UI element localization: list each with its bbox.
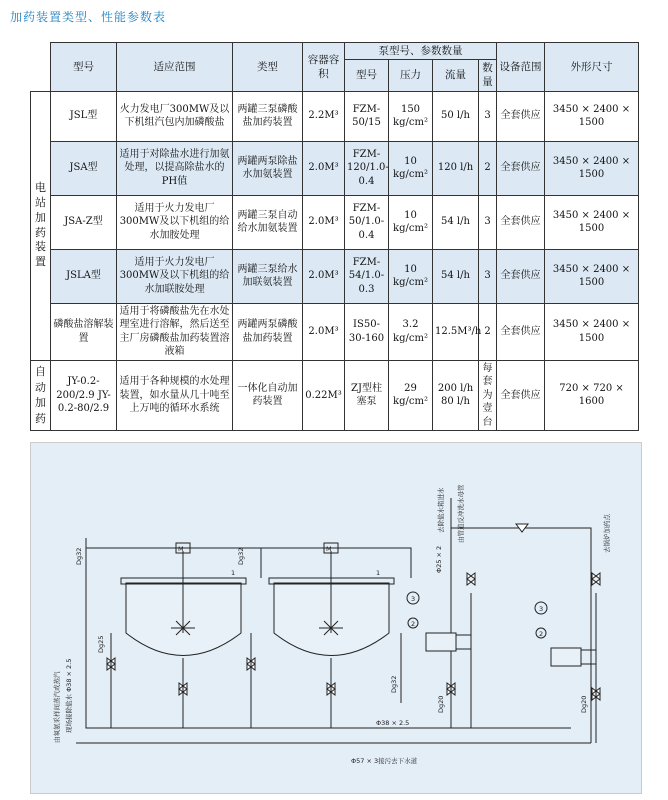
spec-table	[30, 42, 639, 431]
cell-scope: 适用于火力发电厂300MW及以下机组的给水加联胺处理	[117, 249, 233, 303]
cell-size: 3450 × 2400 × 1500	[545, 141, 639, 195]
cell-pump: FZM-120/1.0-0.4	[345, 141, 389, 195]
cell-pressure: 3.2 kg/cm²	[389, 303, 433, 360]
col-type: 类型	[233, 43, 303, 92]
table-row	[31, 91, 639, 141]
table-header-row	[31, 43, 639, 60]
cell-volume: 2.0M³	[303, 249, 345, 303]
cell-type: 两罐两泵磷酸盐加药装置	[233, 303, 303, 360]
cell-pump: ZJ型柱塞泵	[345, 360, 389, 431]
process-diagram-svg	[31, 443, 641, 793]
cell-type: 两罐三泵自动给水加氨装置	[233, 195, 303, 249]
col-pressure: 压力	[389, 60, 433, 91]
cell-size: 3450 × 2400 × 1500	[545, 91, 639, 141]
cell-pressure: 29 kg/cm²	[389, 360, 433, 431]
pipe-label-2: Φ38 × 2.5	[376, 719, 410, 727]
label-dg25-left: Dg25	[97, 635, 105, 653]
table-row	[31, 360, 639, 431]
col-volume: 容器容积	[303, 43, 345, 92]
note-right-2: 去锅炉加药点	[603, 514, 611, 553]
cell-pressure: 10 kg/cm²	[389, 195, 433, 249]
table-row	[31, 195, 639, 249]
cell-size: 3450 × 2400 × 1500	[545, 303, 639, 360]
cell-flow: 54 l/h	[433, 195, 479, 249]
col-qty: 数量	[479, 60, 497, 91]
motor-label-2: M	[326, 545, 332, 553]
cell-type: 两罐三泵给水加联氨装置	[233, 249, 303, 303]
pipe-label-3: Φ57 × 3接污去下水道	[351, 757, 418, 765]
cell-qty: 3	[479, 91, 497, 141]
cell-volume: 0.22M³	[303, 360, 345, 431]
pump-2	[535, 602, 596, 666]
tank-2	[269, 543, 394, 656]
cell-pump: FZM-50/1.0-0.4	[345, 195, 389, 249]
cell-supply: 全套供应	[497, 91, 545, 141]
cell-flow: 200 l/h 80 l/h	[433, 360, 479, 431]
col-pump-model: 型号	[345, 60, 389, 91]
label-dg20-2: Dg20	[580, 695, 588, 713]
cell-size: 720 × 720 × 1600	[545, 360, 639, 431]
cell-qty: 2	[479, 303, 497, 360]
label-dg32-left: Dg32	[75, 547, 83, 565]
cell-flow: 120 l/h	[433, 141, 479, 195]
cell-supply: 全套供应	[497, 249, 545, 303]
cell-type: 两罐三泵磷酸盐加药装置	[233, 91, 303, 141]
cell-model: JY-0.2-200/2.9 JY-0.2-80/2.9	[51, 360, 117, 431]
cell-flow: 50 l/h	[433, 91, 479, 141]
callout-2a: 2	[411, 620, 416, 628]
col-size: 外形尺寸	[545, 43, 639, 92]
cell-supply: 全套供应	[497, 303, 545, 360]
cell-model: JSA-Z型	[51, 195, 117, 249]
cell-pump: FZM-50/15	[345, 91, 389, 141]
label-dg20-1: Dg20	[437, 695, 445, 713]
cell-volume: 2.2M³	[303, 91, 345, 141]
table-row	[31, 303, 639, 360]
cell-type: 一体化自动加药装置	[233, 360, 303, 431]
cell-pressure: 10 kg/cm²	[389, 141, 433, 195]
cell-supply: 全套供应	[497, 360, 545, 431]
cell-qty: 每套为壹台	[479, 360, 497, 431]
note-right-1: 去除盐水箱进水	[437, 487, 445, 533]
callout-2b: 2	[539, 630, 544, 638]
cell-scope: 适用于各种规模的水处理装置，如水量从几十吨至上万吨的循环水系统	[117, 360, 233, 431]
cell-flow: 12.5M³/h	[433, 303, 479, 360]
cell-supply: 全套供应	[497, 141, 545, 195]
cell-volume: 2.0M³	[303, 141, 345, 195]
callout-1a: 1	[231, 569, 236, 577]
cell-model: JSA型	[51, 141, 117, 195]
callout-3b: 3	[539, 605, 544, 613]
label-dg32-mid: Dg32	[237, 547, 245, 565]
note-left-2: 由氧氨采样间蒸汽或蒸汽	[53, 671, 61, 743]
tank-1	[121, 543, 246, 656]
cell-pump: IS50-30-160	[345, 303, 389, 360]
cell-pump: FZM-54/1.0-0.3	[345, 249, 389, 303]
label-dg32-right: Dg32	[390, 675, 398, 693]
cell-pressure: 150 kg/cm²	[389, 91, 433, 141]
pump-1	[407, 592, 471, 651]
cell-scope: 适用于火力发电厂300MW及以下机组的给水加胺处理	[117, 195, 233, 249]
callout-1b: 1	[376, 569, 381, 577]
group-label-auto: 自动加药	[31, 360, 51, 431]
table-row	[31, 141, 639, 195]
cell-supply: 全套供应	[497, 195, 545, 249]
cell-type: 两罐两泵除盐水加氨装置	[233, 141, 303, 195]
note-left-1: 现场接除盐水 Φ38 × 2.5	[65, 658, 73, 733]
page-title: 加药装置类型、性能参数表	[10, 10, 167, 24]
col-supply: 设备范围	[497, 43, 545, 92]
cell-model: 磷酸盐溶解装置	[51, 303, 117, 360]
col-flow: 流量	[433, 60, 479, 91]
col-scope: 适应范围	[117, 43, 233, 92]
cell-qty: 3	[479, 195, 497, 249]
cell-pressure: 10 kg/cm²	[389, 249, 433, 303]
cell-qty: 3	[479, 249, 497, 303]
pipe-label-1: Φ25 × 2	[435, 545, 443, 573]
cell-scope: 火力发电厂300MW及以下机组汽包内加磷酸盐	[117, 91, 233, 141]
cell-volume: 2.0M³	[303, 195, 345, 249]
table-row	[31, 249, 639, 303]
callout-3a: 3	[411, 595, 416, 603]
cell-model: JSL型	[51, 91, 117, 141]
cell-flow: 54 l/h	[433, 249, 479, 303]
cell-model: JSLA型	[51, 249, 117, 303]
cell-size: 3450 × 2400 × 1500	[545, 195, 639, 249]
cell-qty: 2	[479, 141, 497, 195]
cell-size: 3450 × 2400 × 1500	[545, 249, 639, 303]
process-diagram	[30, 442, 642, 794]
cell-scope: 适用于将磷酸盐先在水处理室进行溶解，然后送至主厂房磷酸盐加药装置溶液箱	[117, 303, 233, 360]
col-model: 型号	[51, 43, 117, 92]
cell-volume: 2.0M³	[303, 303, 345, 360]
group-label-power: 电站加药装置	[31, 91, 51, 360]
note-right-3: 由管道反冲洗水母管	[457, 484, 465, 543]
cell-scope: 适用于对除盐水进行加氨处理，以提高除盐水的PH值	[117, 141, 233, 195]
col-pump-group: 泵型号、参数数量	[345, 43, 497, 60]
motor-label-1: M	[178, 545, 184, 553]
